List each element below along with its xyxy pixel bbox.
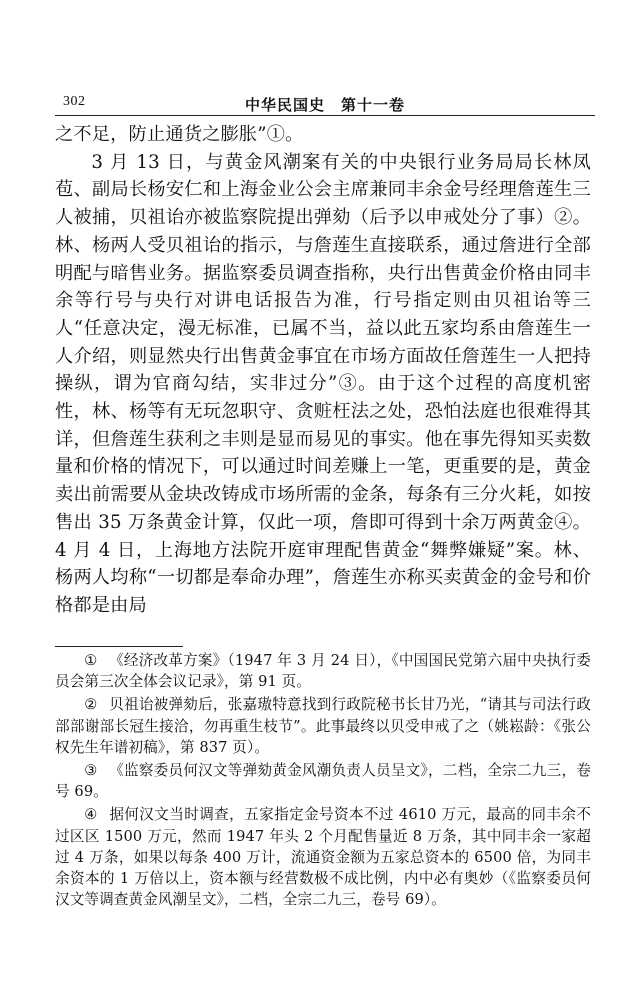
footnote	[55, 804, 591, 910]
running-title: 中华民国史 第十一卷	[244, 96, 405, 114]
paragraph-continuation: 之不足，防止通货之膨胀”①。	[55, 124, 304, 145]
paragraph: 3 月 13 日，与黄金风潮案有关的中央银行业务局局长林凤苞、副局长杨安仁和上海金业公会主席兼同丰余金号经理詹莲生三人被捕，贝祖诒亦被监察院提出弹劾（后予以申戒处分了事）②。林、杨两人受贝祖诒的指示，与詹莲生直接联系，通过詹进行全部明配与暗售业务。据监察委员调查指称，央行出售黄金价格由同丰余等行号与央行对讲电话报告为准，行号指定则由贝祖诒等三人“任意决定，漫无标准，已属不当，益以此五家均系由詹莲生一人介绍，则显然央行出售黄金事宜在市场方面故任詹莲生一人把持操纵，谓为官商勾结，实非过分”③。由于这个过程的高度机密性，林、杨等有无玩忽职守、贪赃枉法之处，恐怕法庭也很难得其详，但詹莲生获利之丰则是显而易见的事实。他在事先得知买卖数量和价格的情况下，可以通过时间差赚上一笔，更重要的是，黄金卖出前需要从金块改铸成市场所需的金条，每条有三分火耗，如按售出 35 万条黄金计算，仅此一项，詹即可得到十余万两黄金④。4 月 4 日，上海地方法院开庭审理配售黄金“舞弊嫌疑”案。林、杨两人均称“一切都是奉命办理”，詹莲生亦称买卖黄金的金号和价格都是由局	[55, 151, 591, 616]
page-number: 302	[63, 94, 86, 109]
page-header	[55, 94, 595, 112]
header-rule	[55, 115, 595, 116]
footnote-text: 贝祖诒被弹劾后，张嘉璈特意找到行政院秘书长甘乃光，“请其与司法行政部部谢部长冠生接洽，勿再重生枝节”。此事最终以贝受申戒了之（姚崧龄：《张公权先生年谱初稿》，第 837 页）。	[55, 696, 591, 756]
footnote-rule	[55, 646, 183, 647]
footnote-text: 《监察委员何汉文等弹劾黄金风潮负责人员呈文》，二档，全宗二九三，卷号 69。	[55, 762, 591, 801]
footnote-text: 据何汉文当时调查，五家指定金号资本不过 4610 万元，最高的同丰余不过区区 1500 万元，然而 1947 年头 2 个月配售量近 8 万条，其中同丰余一家超过 4 万条，如果以每条 400 万计，流通资金额为五家总资本的 6500 倍，为同丰余资本的 1 万倍以上，资本额与经营数极不成比例，内中必有奥妙（《监察委员何汉文等调查黄金风潮呈文》，二档，全宗二九三，卷号 69）。	[55, 806, 591, 909]
footnote-marker: ④	[84, 806, 98, 824]
footnote-text: 《经济改革方案》（1947 年 3 月 24 日），《中国国民党第六届中央执行委员会第三次全体会议记录》，第 91 页。	[55, 652, 591, 691]
footnote-marker: ②	[84, 696, 98, 714]
footnote	[55, 650, 591, 692]
footnote	[55, 760, 591, 802]
footnote-marker: ③	[84, 762, 98, 780]
footnotes	[55, 650, 591, 912]
footnote	[55, 694, 591, 758]
main-text	[55, 121, 591, 620]
footnote-marker: ①	[84, 652, 98, 669]
